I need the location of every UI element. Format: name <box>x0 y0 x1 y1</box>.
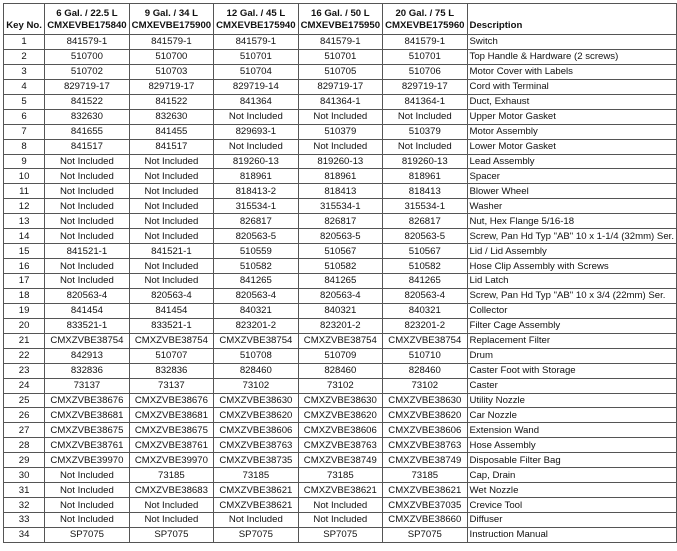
part-number-cell: 510701 <box>383 49 467 64</box>
part-number-cell: Not Included <box>45 498 129 513</box>
part-number-cell: 315534-1 <box>383 199 467 214</box>
key-no-cell: 28 <box>4 438 45 453</box>
key-no-cell: 22 <box>4 348 45 363</box>
part-number-cell: CMXZVBE38620 <box>214 408 298 423</box>
description-cell: Hose Clip Assembly with Screws <box>467 259 676 274</box>
header-size: 20 Gal. / 75 L <box>395 8 455 19</box>
part-number-cell: CMXZVBE38681 <box>45 408 129 423</box>
key-no-cell: 33 <box>4 513 45 528</box>
description-cell: Car Nozzle <box>467 408 676 423</box>
parts-rows <box>4 35 677 543</box>
description-cell: Motor Assembly <box>467 124 676 139</box>
part-number-cell: 829719-14 <box>214 79 298 94</box>
description-cell: Switch <box>467 35 676 50</box>
part-number-cell: 826817 <box>383 214 467 229</box>
table-row <box>4 139 677 154</box>
part-number-cell: 510702 <box>45 64 129 79</box>
part-number-cell: Not Included <box>129 169 213 184</box>
part-number-cell: 510708 <box>214 348 298 363</box>
part-number-cell: 819260-13 <box>383 154 467 169</box>
part-number-cell: 510704 <box>214 64 298 79</box>
description-cell: Replacement Filter <box>467 333 676 348</box>
key-no-cell: 20 <box>4 318 45 333</box>
description-cell: Lower Motor Gasket <box>467 139 676 154</box>
key-no-cell: 25 <box>4 393 45 408</box>
part-number-cell: 841579-1 <box>45 35 129 50</box>
table-row <box>4 348 677 363</box>
part-number-cell: CMXZVBE38606 <box>298 423 382 438</box>
part-number-cell: Not Included <box>129 498 213 513</box>
header-size: 12 Gal. / 45 L <box>226 8 286 19</box>
part-number-cell: 840321 <box>383 303 467 318</box>
description-cell: Spacer <box>467 169 676 184</box>
table-row <box>4 49 677 64</box>
part-number-cell: Not Included <box>214 109 298 124</box>
part-number-cell: Not Included <box>129 184 213 199</box>
table-row <box>4 259 677 274</box>
part-number-cell: 315534-1 <box>214 199 298 214</box>
part-number-cell: 73185 <box>298 468 382 483</box>
part-number-cell: Not Included <box>129 259 213 274</box>
part-number-cell: Not Included <box>45 169 129 184</box>
part-number-cell: 818961 <box>214 169 298 184</box>
header-model-6gal <box>45 4 129 35</box>
description-cell: Drum <box>467 348 676 363</box>
description-cell: Instruction Manual <box>467 527 676 542</box>
key-no-cell: 2 <box>4 49 45 64</box>
table-row <box>4 498 677 513</box>
part-number-cell: CMXZVBE38749 <box>298 453 382 468</box>
part-number-cell: CMXZVBE38761 <box>45 438 129 453</box>
part-number-cell: Not Included <box>214 513 298 528</box>
part-number-cell: Not Included <box>45 184 129 199</box>
header-model-number: CMXEVBE175960 <box>385 20 465 31</box>
table-row <box>4 393 677 408</box>
part-number-cell: Not Included <box>45 214 129 229</box>
part-number-cell: 510582 <box>383 259 467 274</box>
part-number-cell: 832836 <box>129 363 213 378</box>
table-row <box>4 109 677 124</box>
table-row <box>4 274 677 289</box>
part-number-cell: CMXZVBE38754 <box>298 333 382 348</box>
key-no-cell: 7 <box>4 124 45 139</box>
part-number-cell: 841521-1 <box>45 244 129 259</box>
part-number-cell: CMXZVBE38621 <box>214 483 298 498</box>
part-number-cell: 818413-2 <box>214 184 298 199</box>
key-no-cell: 18 <box>4 288 45 303</box>
part-number-cell: CMXZVBE38754 <box>383 333 467 348</box>
part-number-cell: 829693-1 <box>214 124 298 139</box>
table-row <box>4 318 677 333</box>
part-number-cell: 841454 <box>45 303 129 318</box>
key-no-cell: 10 <box>4 169 45 184</box>
table-row <box>4 378 677 393</box>
part-number-cell: CMXZVBE38763 <box>298 438 382 453</box>
part-number-cell: 510379 <box>298 124 382 139</box>
key-no-cell: 4 <box>4 79 45 94</box>
parts-list <box>3 3 677 543</box>
part-number-cell: 823201-2 <box>298 318 382 333</box>
part-number-cell: 829719-17 <box>45 79 129 94</box>
description-cell: Duct, Exhaust <box>467 94 676 109</box>
part-number-cell: 73137 <box>45 378 129 393</box>
part-number-cell: 828460 <box>298 363 382 378</box>
header-size: 6 Gal. / 22.5 L <box>56 8 118 19</box>
part-number-cell: CMXZVBE38621 <box>214 498 298 513</box>
table-row <box>4 154 677 169</box>
part-number-cell: 823201-2 <box>383 318 467 333</box>
table-row <box>4 169 677 184</box>
table-row <box>4 483 677 498</box>
part-number-cell: 841454 <box>129 303 213 318</box>
key-no-cell: 27 <box>4 423 45 438</box>
part-number-cell: 841517 <box>45 139 129 154</box>
part-number-cell: Not Included <box>129 214 213 229</box>
part-number-cell: 840321 <box>298 303 382 318</box>
description-cell: Lead Assembly <box>467 154 676 169</box>
key-no-cell: 31 <box>4 483 45 498</box>
part-number-cell: CMXZVBE38676 <box>129 393 213 408</box>
part-number-cell: 818413 <box>383 184 467 199</box>
key-no-cell: 11 <box>4 184 45 199</box>
part-number-cell: 841265 <box>214 274 298 289</box>
description-cell: Screw, Pan Hd Typ "AB" 10 x 1-1/4 (32mm) Ser. <box>467 229 676 244</box>
description-cell: Diffuser <box>467 513 676 528</box>
part-number-cell: CMXZVBE38763 <box>214 438 298 453</box>
header-description: Description <box>467 4 676 35</box>
part-number-cell: 841517 <box>129 139 213 154</box>
part-number-cell: 510567 <box>298 244 382 259</box>
part-number-cell: 828460 <box>214 363 298 378</box>
table-row <box>4 513 677 528</box>
description-cell: Lid / Lid Assembly <box>467 244 676 259</box>
part-number-cell: Not Included <box>45 259 129 274</box>
description-cell: Cord with Terminal <box>467 79 676 94</box>
table-row <box>4 333 677 348</box>
part-number-cell: 510582 <box>214 259 298 274</box>
key-no-cell: 8 <box>4 139 45 154</box>
part-number-cell: 73137 <box>129 378 213 393</box>
part-number-cell: CMXZVBE38621 <box>298 483 382 498</box>
table-row <box>4 35 677 50</box>
part-number-cell: Not Included <box>298 498 382 513</box>
part-number-cell: 510701 <box>214 49 298 64</box>
part-number-cell: Not Included <box>45 483 129 498</box>
part-number-cell: 818413 <box>298 184 382 199</box>
part-number-cell: 820563-4 <box>129 288 213 303</box>
description-cell: Crevice Tool <box>467 498 676 513</box>
table-row <box>4 184 677 199</box>
description-cell: Lid Latch <box>467 274 676 289</box>
part-number-cell: CMXZVBE38754 <box>45 333 129 348</box>
description-cell: Filter Cage Assembly <box>467 318 676 333</box>
part-number-cell: 820563-5 <box>214 229 298 244</box>
description-cell: Utility Nozzle <box>467 393 676 408</box>
part-number-cell: 826817 <box>214 214 298 229</box>
header-model-9gal <box>129 4 213 35</box>
table-row <box>4 423 677 438</box>
part-number-cell: 841521-1 <box>129 244 213 259</box>
part-number-cell: CMXZVBE38630 <box>214 393 298 408</box>
part-number-cell: 829719-17 <box>383 79 467 94</box>
part-number-cell: CMXZVBE38620 <box>383 408 467 423</box>
part-number-cell: 841364 <box>214 94 298 109</box>
part-number-cell: 833521-1 <box>45 318 129 333</box>
key-no-cell: 1 <box>4 35 45 50</box>
part-number-cell: 73185 <box>129 468 213 483</box>
table-row <box>4 214 677 229</box>
part-number-cell: Not Included <box>45 274 129 289</box>
part-number-cell: 73102 <box>214 378 298 393</box>
part-number-cell: 819260-13 <box>298 154 382 169</box>
part-number-cell: 315534-1 <box>298 199 382 214</box>
part-number-cell: 841579-1 <box>129 35 213 50</box>
part-number-cell: Not Included <box>129 199 213 214</box>
part-number-cell: 829719-17 <box>298 79 382 94</box>
table-row <box>4 303 677 318</box>
part-number-cell: CMXZVBE38681 <box>129 408 213 423</box>
part-number-cell: 840321 <box>214 303 298 318</box>
description-cell: Cap, Drain <box>467 468 676 483</box>
part-number-cell: Not Included <box>45 154 129 169</box>
part-number-cell: 841579-1 <box>298 35 382 50</box>
description-cell: Top Handle & Hardware (2 screws) <box>467 49 676 64</box>
part-number-cell: Not Included <box>45 513 129 528</box>
table-row <box>4 244 677 259</box>
part-number-cell: Not Included <box>383 139 467 154</box>
header-model-number: CMXEVBE175940 <box>216 20 296 31</box>
part-number-cell: 820563-5 <box>298 229 382 244</box>
description-cell: Caster Foot with Storage <box>467 363 676 378</box>
description-cell: Nut, Hex Flange 5/16-18 <box>467 214 676 229</box>
part-number-cell: CMXZVBE38735 <box>214 453 298 468</box>
part-number-cell: Not Included <box>129 513 213 528</box>
part-number-cell: 73185 <box>214 468 298 483</box>
table-row <box>4 288 677 303</box>
key-no-cell: 23 <box>4 363 45 378</box>
key-no-cell: 19 <box>4 303 45 318</box>
header-size: 16 Gal. / 50 L <box>310 8 370 19</box>
part-number-cell: 832836 <box>45 363 129 378</box>
part-number-cell: 823201-2 <box>214 318 298 333</box>
part-number-cell: Not Included <box>45 468 129 483</box>
description-cell: Collector <box>467 303 676 318</box>
part-number-cell: Not Included <box>129 229 213 244</box>
part-number-cell: 510701 <box>298 49 382 64</box>
header-model-12gal <box>214 4 298 35</box>
part-number-cell: SP7075 <box>129 527 213 542</box>
part-number-cell: CMXZVBE38621 <box>383 483 467 498</box>
part-number-cell: CMXZVBE38754 <box>129 333 213 348</box>
part-number-cell: 819260-13 <box>214 154 298 169</box>
key-no-cell: 15 <box>4 244 45 259</box>
key-no-cell: 14 <box>4 229 45 244</box>
part-number-cell: 841364-1 <box>298 94 382 109</box>
table-row <box>4 124 677 139</box>
part-number-cell: 841364-1 <box>383 94 467 109</box>
header-model-16gal <box>298 4 382 35</box>
header-model-number: CMXEVBE175900 <box>131 20 212 31</box>
key-no-cell: 26 <box>4 408 45 423</box>
part-number-cell: CMXZVBE38660 <box>383 513 467 528</box>
key-no-cell: 32 <box>4 498 45 513</box>
part-number-cell: 841579-1 <box>383 35 467 50</box>
part-number-cell: 832630 <box>129 109 213 124</box>
part-number-cell: 841522 <box>129 94 213 109</box>
part-number-cell: 841579-1 <box>214 35 298 50</box>
key-no-cell: 21 <box>4 333 45 348</box>
part-number-cell: 841522 <box>45 94 129 109</box>
part-number-cell: 841655 <box>45 124 129 139</box>
part-number-cell: 841265 <box>298 274 382 289</box>
part-number-cell: SP7075 <box>383 527 467 542</box>
part-number-cell: Not Included <box>129 274 213 289</box>
part-number-cell: CMXZVBE37035 <box>383 498 467 513</box>
description-cell: Motor Cover with Labels <box>467 64 676 79</box>
part-number-cell: SP7075 <box>214 527 298 542</box>
description-cell: Disposable Filter Bag <box>467 453 676 468</box>
description-cell: Blower Wheel <box>467 184 676 199</box>
part-number-cell: 510559 <box>214 244 298 259</box>
key-no-cell: 24 <box>4 378 45 393</box>
table-row <box>4 64 677 79</box>
part-number-cell: CMXZVBE38675 <box>45 423 129 438</box>
part-number-cell: 510703 <box>129 64 213 79</box>
part-number-cell: 510710 <box>383 348 467 363</box>
part-number-cell: CMXZVBE38630 <box>298 393 382 408</box>
table-row <box>4 527 677 542</box>
part-number-cell: 820563-4 <box>298 288 382 303</box>
part-number-cell: Not Included <box>298 139 382 154</box>
part-number-cell: 842913 <box>45 348 129 363</box>
part-number-cell: CMXZVBE38676 <box>45 393 129 408</box>
part-number-cell: CMXZVBE38606 <box>383 423 467 438</box>
part-number-cell: 841265 <box>383 274 467 289</box>
part-number-cell: 828460 <box>383 363 467 378</box>
part-number-cell: 510567 <box>383 244 467 259</box>
part-number-cell: CMXZVBE38630 <box>383 393 467 408</box>
part-number-cell: CMXZVBE38675 <box>129 423 213 438</box>
part-number-cell: CMXZVBE38754 <box>214 333 298 348</box>
part-number-cell: 820563-4 <box>383 288 467 303</box>
header-row <box>4 4 677 35</box>
part-number-cell: 510707 <box>129 348 213 363</box>
part-number-cell: CMXZVBE38749 <box>383 453 467 468</box>
part-number-cell: 510709 <box>298 348 382 363</box>
key-no-cell: 12 <box>4 199 45 214</box>
part-number-cell: Not Included <box>214 139 298 154</box>
part-number-cell: 826817 <box>298 214 382 229</box>
part-number-cell: 820563-5 <box>383 229 467 244</box>
key-no-cell: 29 <box>4 453 45 468</box>
part-number-cell: Not Included <box>298 109 382 124</box>
part-number-cell: 832630 <box>45 109 129 124</box>
table-row <box>4 199 677 214</box>
description-cell: Extension Wand <box>467 423 676 438</box>
key-no-cell: 30 <box>4 468 45 483</box>
part-number-cell: 73102 <box>298 378 382 393</box>
part-number-cell: 510700 <box>45 49 129 64</box>
table-row <box>4 468 677 483</box>
table-row <box>4 94 677 109</box>
key-no-cell: 9 <box>4 154 45 169</box>
part-number-cell: 510700 <box>129 49 213 64</box>
part-number-cell: Not Included <box>129 154 213 169</box>
key-no-cell: 34 <box>4 527 45 542</box>
part-number-cell: CMXZVBE39970 <box>129 453 213 468</box>
part-number-cell: 833521-1 <box>129 318 213 333</box>
part-number-cell: Not Included <box>298 513 382 528</box>
key-no-cell: 13 <box>4 214 45 229</box>
description-cell: Washer <box>467 199 676 214</box>
part-number-cell: SP7075 <box>298 527 382 542</box>
part-number-cell: 73102 <box>383 378 467 393</box>
key-no-cell: 3 <box>4 64 45 79</box>
part-number-cell: CMXZVBE39970 <box>45 453 129 468</box>
table-row <box>4 229 677 244</box>
part-number-cell: CMXZVBE38683 <box>129 483 213 498</box>
table-row <box>4 363 677 378</box>
key-no-cell: 5 <box>4 94 45 109</box>
part-number-cell: 818961 <box>383 169 467 184</box>
part-number-cell: 818961 <box>298 169 382 184</box>
part-number-cell: 510705 <box>298 64 382 79</box>
part-number-cell: 841455 <box>129 124 213 139</box>
header-model-20gal <box>383 4 467 35</box>
header-model-number: CMXEVBE175840 <box>47 20 127 31</box>
part-number-cell: 73185 <box>383 468 467 483</box>
parts-table <box>3 3 677 543</box>
description-cell: Caster <box>467 378 676 393</box>
description-cell: Upper Motor Gasket <box>467 109 676 124</box>
part-number-cell: 510706 <box>383 64 467 79</box>
description-cell: Wet Nozzle <box>467 483 676 498</box>
part-number-cell: 820563-4 <box>214 288 298 303</box>
description-cell: Hose Assembly <box>467 438 676 453</box>
description-cell: Screw, Pan Hd Typ "AB" 10 x 3/4 (22mm) Ser. <box>467 288 676 303</box>
part-number-cell: CMXZVBE38763 <box>383 438 467 453</box>
part-number-cell: CMXZVBE38761 <box>129 438 213 453</box>
table-row <box>4 453 677 468</box>
part-number-cell: CMXZVBE38606 <box>214 423 298 438</box>
part-number-cell: CMXZVBE38620 <box>298 408 382 423</box>
table-row <box>4 438 677 453</box>
part-number-cell: Not Included <box>45 229 129 244</box>
table-row <box>4 79 677 94</box>
key-no-cell: 6 <box>4 109 45 124</box>
part-number-cell: 829719-17 <box>129 79 213 94</box>
header-model-number: CMXEVBE175950 <box>300 20 381 31</box>
part-number-cell: 510379 <box>383 124 467 139</box>
part-number-cell: Not Included <box>45 199 129 214</box>
part-number-cell: SP7075 <box>45 527 129 542</box>
part-number-cell: Not Included <box>383 109 467 124</box>
part-number-cell: 820563-4 <box>45 288 129 303</box>
table-row <box>4 408 677 423</box>
header-size: 9 Gal. / 34 L <box>144 8 199 19</box>
header-key-no: Key No. <box>4 4 45 35</box>
key-no-cell: 16 <box>4 259 45 274</box>
part-number-cell: 510582 <box>298 259 382 274</box>
key-no-cell: 17 <box>4 274 45 289</box>
